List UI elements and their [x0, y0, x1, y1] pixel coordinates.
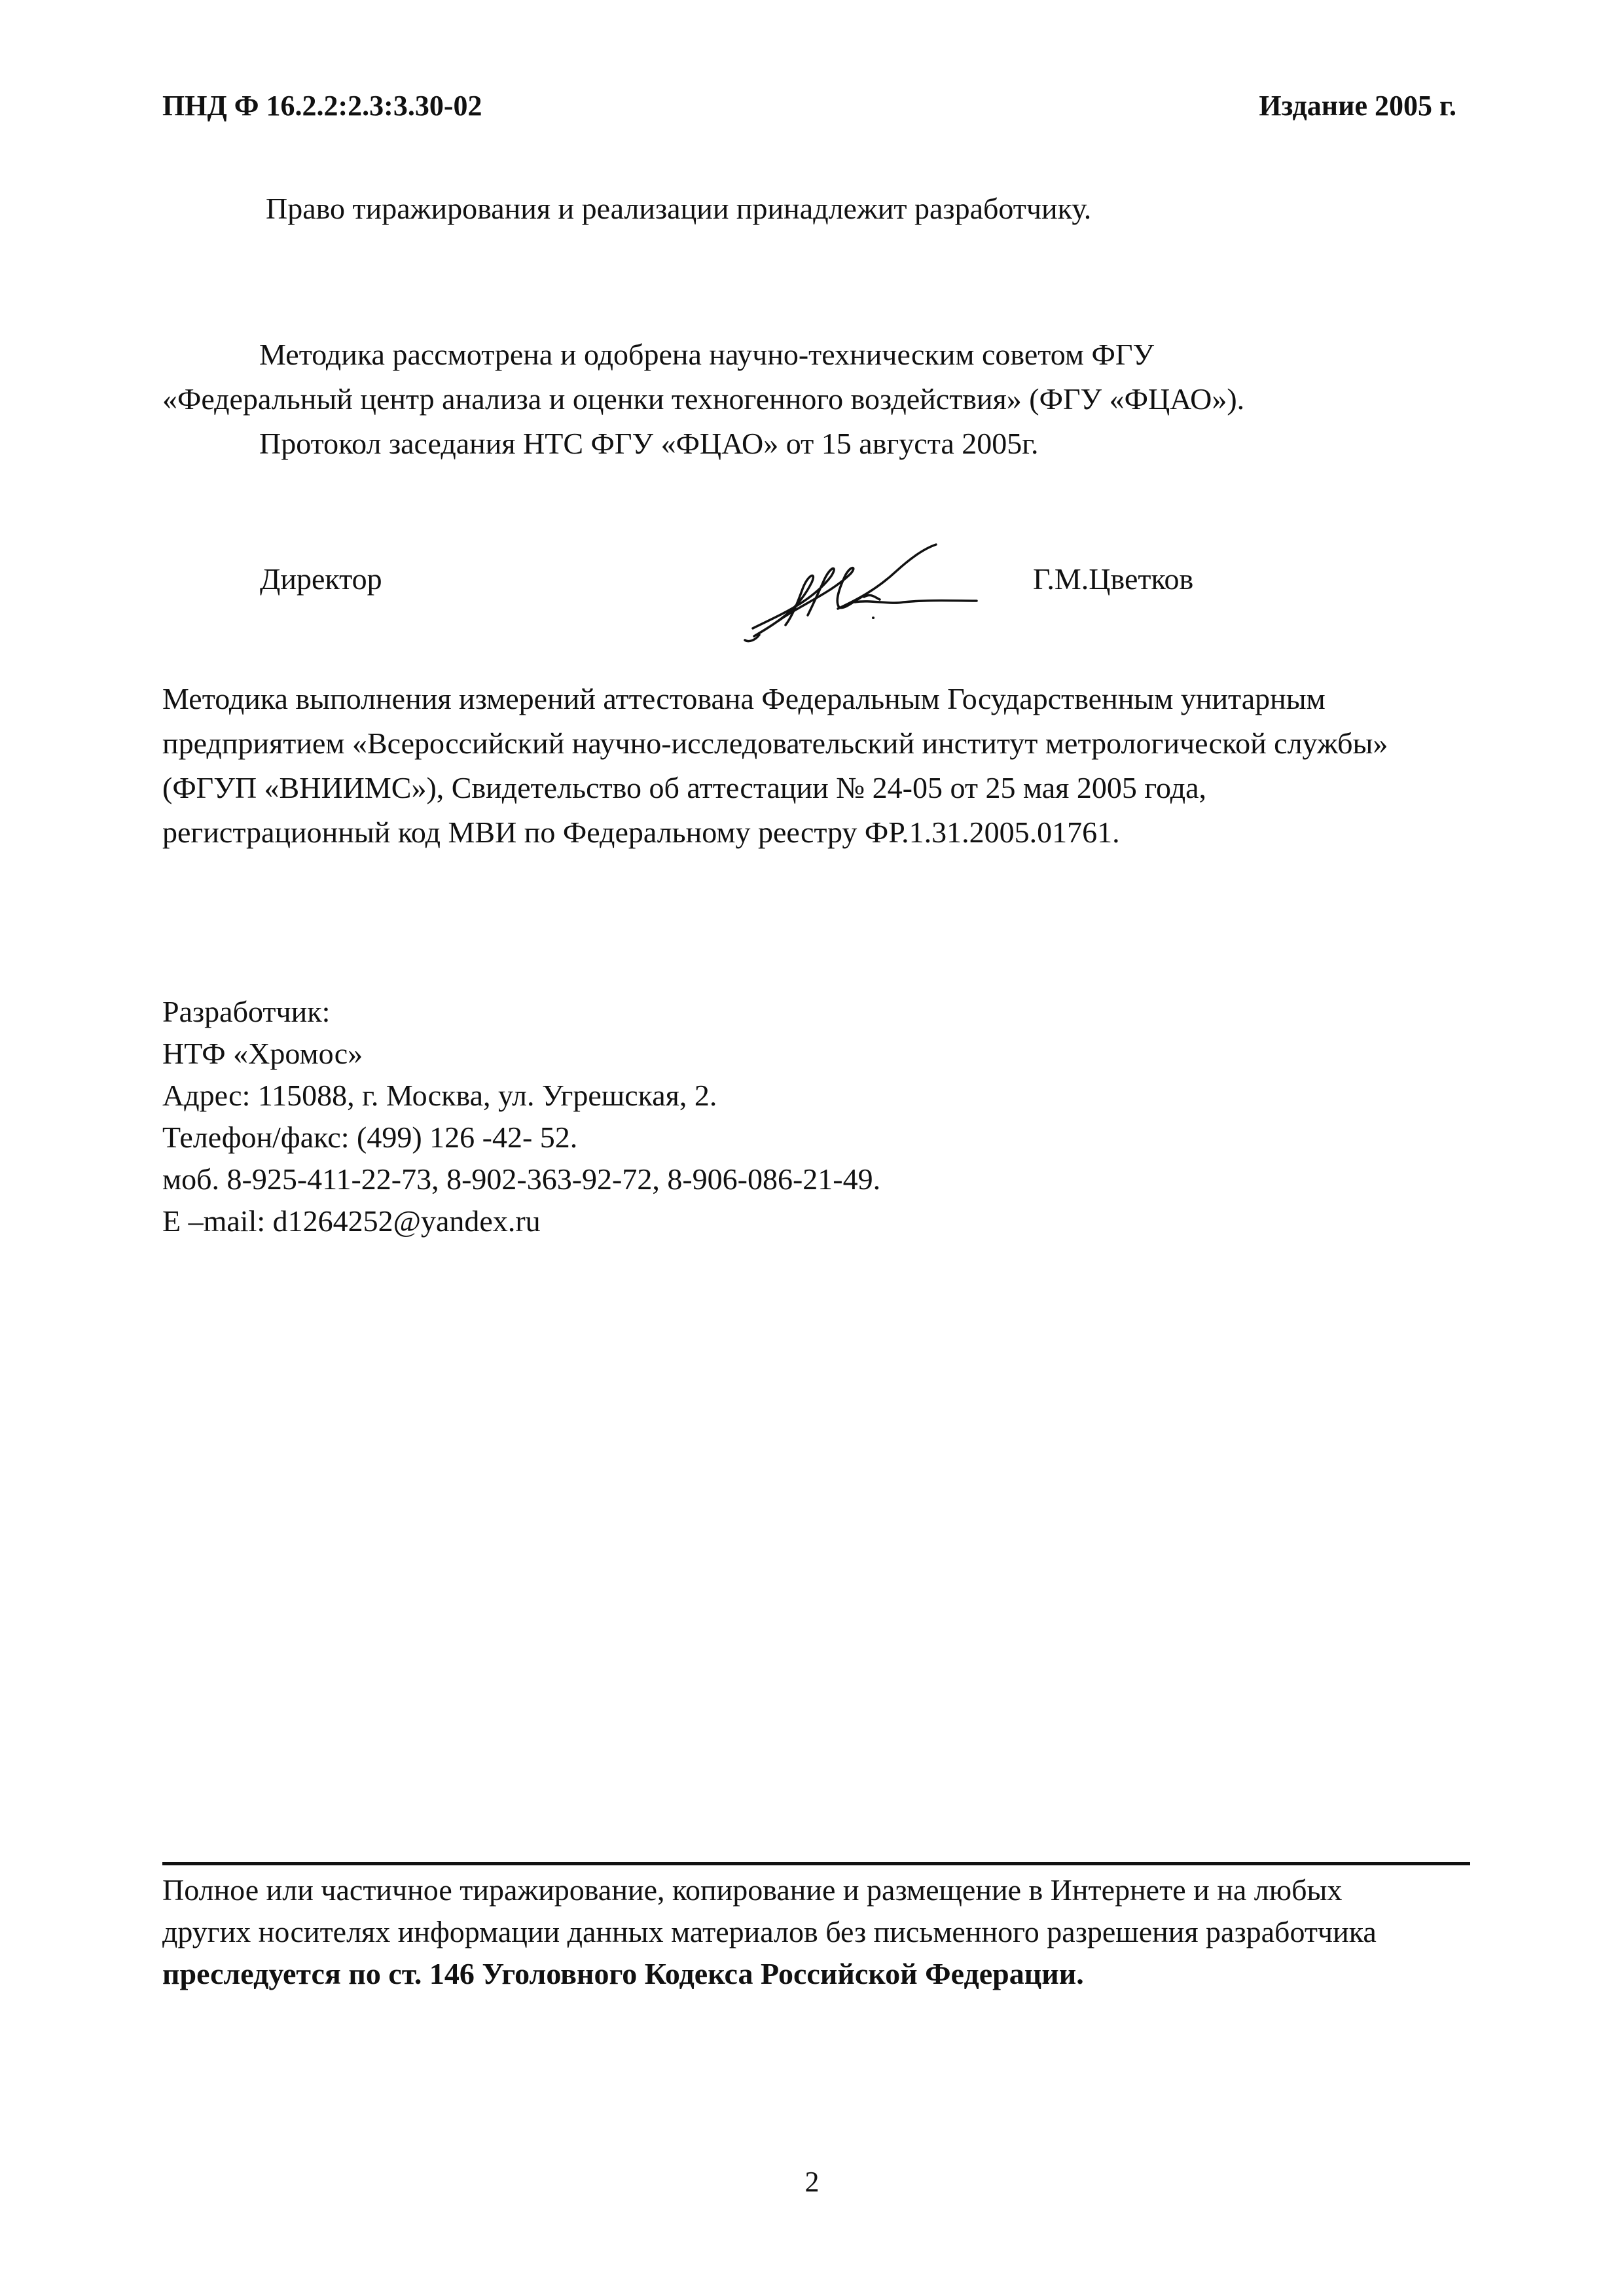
approval-line-1: Методика рассмотрена и одобрена научно-техническим советом ФГУ — [259, 338, 1155, 371]
signer-name: Г.М.Цветков — [1033, 562, 1194, 596]
approval-paragraph — [162, 332, 1244, 466]
footer-line-2: других носителях информации данных материалов без письменного разрешения разработчика — [162, 1915, 1377, 1948]
developer-phone: Телефон/факс: (499) 126 -42- 52. — [162, 1121, 578, 1154]
developer-label: Разработчик: — [162, 995, 331, 1028]
approval-line-2: «Федеральный центр анализа и оценки техногенного воздействия» (ФГУ «ФЦАО»). — [162, 382, 1245, 416]
attestation-line-4: регистрационный код МВИ по Федеральному реестру ФР.1.31.2005.01761. — [162, 816, 1120, 849]
footer-line-1: Полное или частичное тиражирование, копирование и размещение в Интернете и на любых — [162, 1873, 1343, 1907]
approval-line-3: Протокол заседания НТС ФГУ «ФЦАО» от 15 августа 2005г. — [259, 427, 1039, 460]
copyright-line: Право тиражирования и реализации принадлежит разработчику. — [266, 192, 1092, 225]
developer-address: Адрес: 115088, г. Москва, ул. Угрешская, 2. — [162, 1079, 717, 1112]
signer-title: Директор — [260, 562, 382, 596]
developer-mobile: моб. 8-925-411-22-73, 8-902-363-92-72, 8-906-086-21-49. — [162, 1162, 881, 1196]
attestation-line-2: предприятием «Всероссийский научно-исследовательский институт метрологической службы» — [162, 726, 1388, 760]
edition-label: Издание 2005 г. — [1259, 90, 1456, 122]
footer-line-3: преследуется по ст. 146 Уголовного Кодекса Российской Федерации. — [162, 1957, 1084, 1990]
attestation-paragraph — [162, 677, 1388, 855]
developer-block — [162, 991, 880, 1242]
developer-email: E –mail: d1264252@yandex.ru — [162, 1204, 541, 1238]
footer-divider — [162, 1862, 1470, 1865]
page-number: 2 — [804, 2166, 820, 2198]
attestation-line-3: (ФГУП «ВНИИМС»), Свидетельство об аттестации № 24-05 от 25 мая 2005 года, — [162, 771, 1207, 804]
document-code: ПНД Ф 16.2.2:2.3:3.30-02 — [162, 90, 482, 122]
handwritten-signature — [740, 537, 988, 648]
developer-org: НТФ «Хромос» — [162, 1037, 363, 1070]
attestation-line-1: Методика выполнения измерений аттестована Федеральным Государственным унитарным — [162, 682, 1326, 715]
footer-notice — [162, 1869, 1377, 1995]
